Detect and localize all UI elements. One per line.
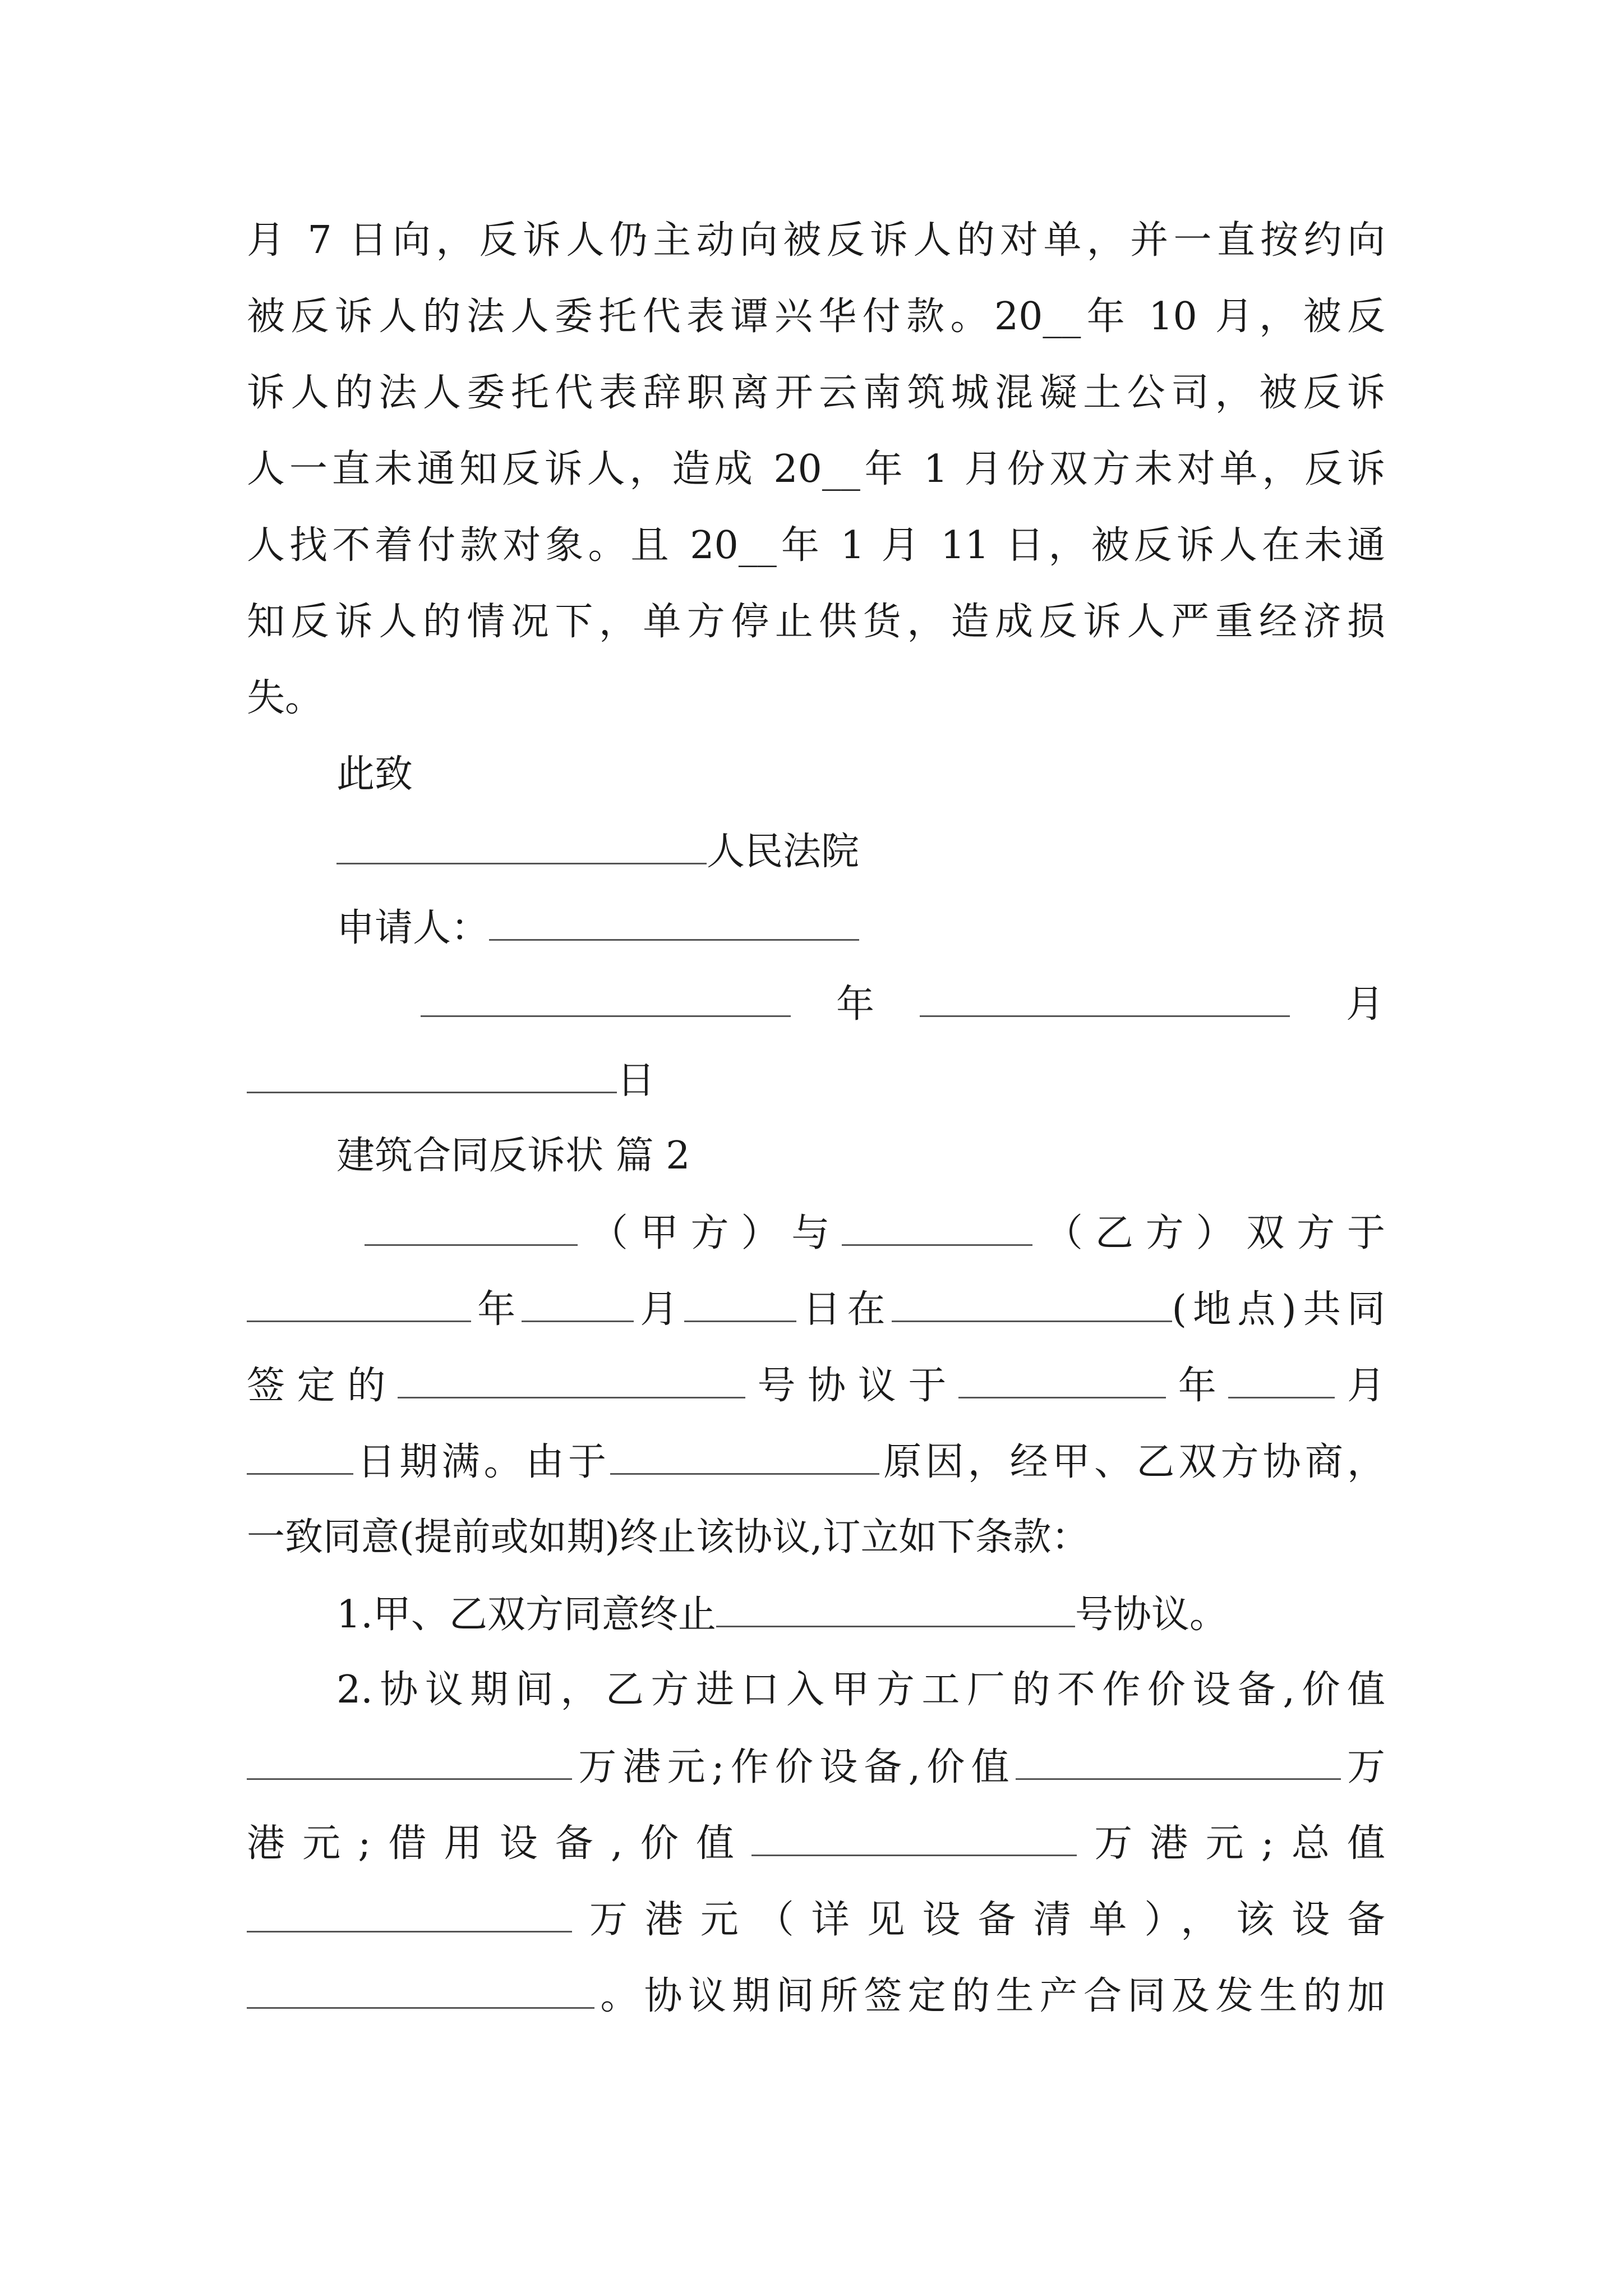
sign-day-label: 日在	[796, 1287, 892, 1332]
total-value-blank	[247, 1880, 572, 1932]
paragraph-line: 知反诉人的情况下，单方停止供货，造成反诉人严重经济损	[247, 600, 1385, 644]
court-suffix: 人民法院	[707, 830, 860, 874]
expiry-day-blank	[247, 1423, 353, 1475]
agreement-no-label: 号协议于	[745, 1364, 959, 1408]
total-text: 万港元;总值	[1077, 1821, 1385, 1866]
salutation: 此致	[336, 752, 413, 797]
party-b-text: （乙方）双方于	[1032, 1211, 1385, 1255]
agreement-line-3	[247, 1346, 1385, 1424]
agreement-line-1	[365, 1194, 1385, 1271]
wan-label: 万	[1340, 1745, 1385, 1789]
expiry-month-blank	[1228, 1346, 1335, 1398]
equipment-blank	[247, 1957, 594, 2009]
expiry-year-label: 年	[1166, 1364, 1229, 1408]
sign-month-blank	[522, 1270, 634, 1322]
reason-text: 原因，经甲、乙双方协商，	[879, 1440, 1385, 1484]
agreement-line-2	[247, 1270, 1385, 1347]
signed-label: 签定的	[247, 1364, 398, 1408]
reason-blank	[610, 1423, 879, 1475]
month-blank	[920, 965, 1290, 1017]
agreement-line-9	[247, 1804, 1385, 1881]
expiry-year-blank	[958, 1346, 1166, 1398]
uncharged-value-blank	[247, 1728, 572, 1780]
agreement-line-4	[247, 1423, 1385, 1500]
item-1-text: 1.甲、乙双方同意终止	[336, 1593, 716, 1637]
paragraph-line: 人一直未通知反诉人，造成 20__年 1 月份双方未对单，反诉	[247, 447, 1385, 491]
agreement-line-10	[247, 1880, 1385, 1958]
agreement-line-8	[247, 1728, 1385, 1805]
paragraph-line: 月 7 日向，反诉人仍主动向被反诉人的对单，并一直按约向	[247, 218, 1385, 263]
day-blank	[247, 1041, 617, 1093]
party-a-text: （甲方）与	[578, 1211, 842, 1255]
charged-value-text: 万港元;作价设备,价值	[572, 1745, 1016, 1789]
paragraph-line: 诉人的法人委托代表辞职离开云南筑城混凝土公司，被反诉	[247, 371, 1385, 415]
agreement-no-blank	[398, 1346, 745, 1398]
sign-year-blank	[247, 1270, 471, 1322]
applicant-label: 申请人：	[336, 906, 490, 950]
item-2: 2.协议期间，乙方进口入甲方工厂的不作价设备,价值	[336, 1668, 1385, 1712]
applicant-blank	[489, 889, 859, 941]
charged-value-blank	[1016, 1728, 1341, 1780]
item-1	[336, 1575, 1385, 1653]
year-blank	[421, 965, 791, 1017]
court-line	[336, 812, 1385, 890]
party-b-blank	[842, 1194, 1032, 1246]
agreement-line-5: 一致同意(提前或如期)终止该协议,订立如下条款：	[247, 1515, 1090, 1559]
expiry-text: 日期满。由于	[353, 1440, 611, 1484]
item-1-blank	[716, 1575, 1075, 1627]
paragraph-line: 人找不着付款对象。且 20__年 1 月 11 日，被反诉人在未通	[247, 523, 1385, 568]
sign-day-blank	[684, 1270, 796, 1322]
applicant-line	[336, 889, 1385, 966]
month-label: 月	[1345, 982, 1384, 1027]
agreement-line-11	[247, 1957, 1385, 2034]
item-1-suffix: 号协议。	[1075, 1593, 1228, 1637]
place-label: (地点)共同	[1172, 1287, 1385, 1332]
day-line	[247, 1041, 1385, 1119]
place-blank	[892, 1270, 1172, 1322]
borrowed-text: 港元;借用设备,价值	[247, 1821, 752, 1866]
year-label: 年	[836, 982, 874, 1027]
paragraph-line: 失。	[247, 676, 324, 720]
day-label: 日	[617, 1059, 656, 1103]
court-name-blank	[336, 812, 707, 864]
sign-year-label: 年	[471, 1287, 522, 1332]
date-line	[421, 965, 1385, 1042]
section-title: 建筑合同反诉状 篇 2	[336, 1134, 690, 1178]
equipment-list-text: 万港元（详见设备清单），该设备	[572, 1898, 1385, 1942]
borrowed-value-blank	[751, 1804, 1077, 1856]
party-a-blank	[365, 1194, 578, 1246]
sign-month-label: 月	[634, 1287, 685, 1332]
paragraph-line: 被反诉人的法人委托代表谭兴华付款。20__年 10 月，被反	[247, 295, 1385, 339]
contracts-text: 。协议期间所签定的生产合同及发生的加	[594, 1974, 1385, 2018]
expiry-month-label: 月	[1335, 1364, 1385, 1408]
